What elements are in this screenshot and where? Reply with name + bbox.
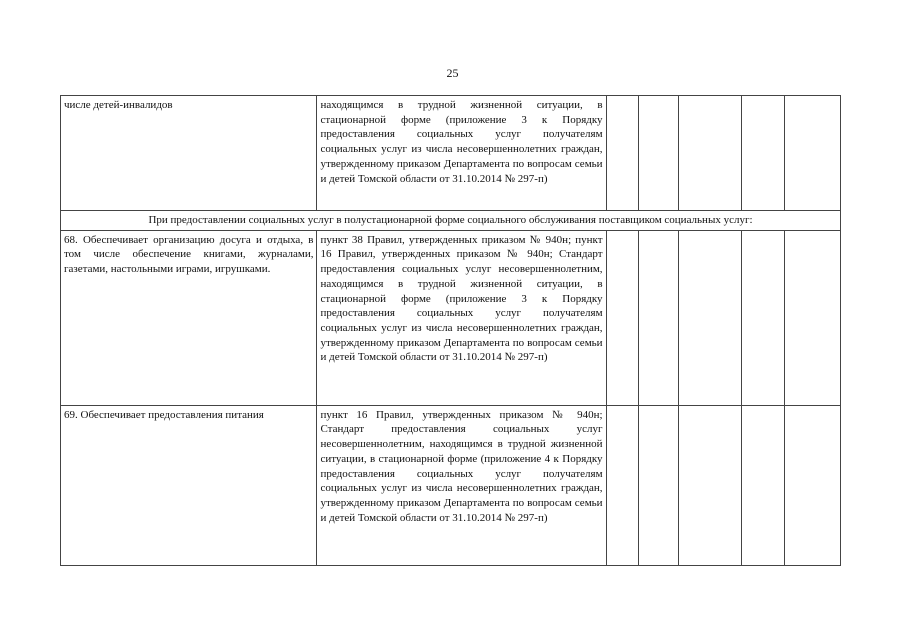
criterion-cell: 69. Обеспечивает предоставления питания — [61, 405, 317, 565]
answer-cell — [606, 96, 639, 211]
section-header: При предоставлении социальных услуг в полустационарной форме социального обслуживания поставщиком социальных услуг: — [61, 211, 841, 231]
answer-cell — [742, 230, 785, 405]
answer-cell — [679, 96, 742, 211]
section-header-row — [61, 211, 841, 231]
answer-cell — [742, 405, 785, 565]
answer-cell — [679, 230, 742, 405]
answer-cell — [785, 405, 841, 565]
answer-cell — [742, 96, 785, 211]
answer-cell — [639, 96, 679, 211]
criterion-cell: числе детей-инвалидов — [61, 96, 317, 211]
answer-cell — [679, 405, 742, 565]
answer-cell — [606, 230, 639, 405]
legal-basis-cell: пункт 16 Правил, утвержденных приказом № 940н; Стандарт предоставления социальных услуг несовершеннолетним, находящимся в трудной жизненной ситуации, в стационарной форме (приложение 4 к Порядку предоставления социальных услуг получателям социальных услуг из числа несовершеннолетних граждан, утвержденному приказом Департамента по вопросам семьи и детей Томской области от 31.10.2014 № 297-п) — [317, 405, 606, 565]
answer-cell — [639, 230, 679, 405]
answer-cell — [639, 405, 679, 565]
legal-basis-cell: находящимся в трудной жизненной ситуации, в стационарной форме (приложение 3 к Порядку предоставления социальных услуг получателям социальных услуг из числа несовершеннолетних граждан, утвержденному приказом Департамента по вопросам семьи и детей Томской области от 31.10.2014 № 297-п) — [317, 96, 606, 211]
table-row — [61, 96, 841, 211]
page-number: 25 — [446, 66, 459, 80]
answer-cell — [785, 230, 841, 405]
answer-cell — [785, 96, 841, 211]
answer-cell — [606, 405, 639, 565]
checklist-table — [60, 95, 841, 566]
table-row — [61, 405, 841, 565]
table-row — [61, 230, 841, 405]
legal-basis-cell: пункт 38 Правил, утвержденных приказом № 940н; пункт 16 Правил, утвержденных приказом № 940н; Стандарт предоставления социальных услуг несовершеннолетним, находящимся в трудной жизненной ситуации, в стационарной форме (приложение 3 к Порядку предоставления социальных услуг получателям социальных услуг из числа несовершеннолетних граждан, утвержденному приказом Департамента по вопросам семьи и детей Томской области от 31.10.2014 № 297-п) — [317, 230, 606, 405]
criterion-cell: 68. Обеспечивает организацию досуга и отдыха, в том числе обеспечение книгами, журналами, газетами, настольными играми, игрушками. — [61, 230, 317, 405]
